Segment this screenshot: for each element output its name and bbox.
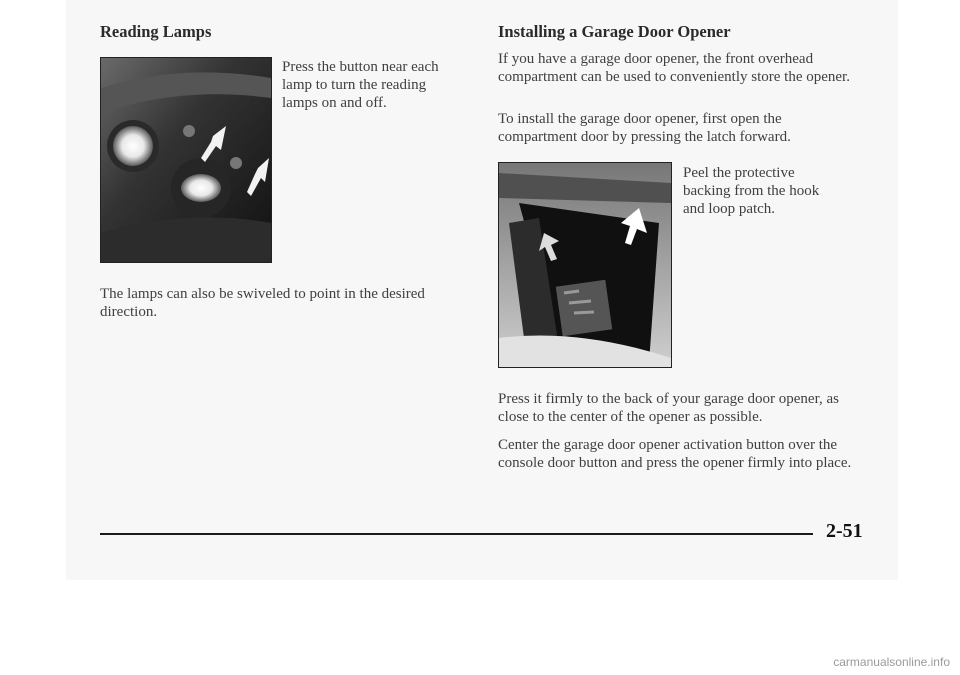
reading-lamp-illustration xyxy=(101,58,271,262)
reading-lamp-photo xyxy=(100,57,272,263)
footer-rule xyxy=(100,533,813,535)
reading-lamps-heading: Reading Lamps xyxy=(100,22,212,41)
compartment-illustration xyxy=(499,163,671,367)
garage-opener-step-center: Center the garage door opener activation button over the console door button and press the opener firmly into place. xyxy=(498,437,852,471)
garage-opener-heading: Installing a Garage Door Opener xyxy=(498,22,731,41)
compartment-photo xyxy=(498,162,672,368)
garage-opener-intro: If you have a garage door opener, the front overhead compartment can be used to conveniently store the opener. xyxy=(498,51,850,85)
site-watermark: carmanualsonline.info xyxy=(833,655,950,669)
reading-lamps-swivel-note: The lamps can also be swiveled to point in the desired direction. xyxy=(100,286,425,320)
reading-lamps-instructions: Press the button near each lamp to turn the reading lamps on and off. xyxy=(282,59,439,111)
garage-opener-step-press: Press it firmly to the back of your garage door opener, as close to the center of the opener as possible. xyxy=(498,391,839,425)
garage-opener-step-peel: Peel the protective backing from the hook and loop patch. xyxy=(683,165,820,217)
garage-opener-step-open: To install the garage door opener, first open the compartment door by pressing the latch forward. xyxy=(498,111,791,145)
page-number: 2-51 xyxy=(826,520,863,542)
